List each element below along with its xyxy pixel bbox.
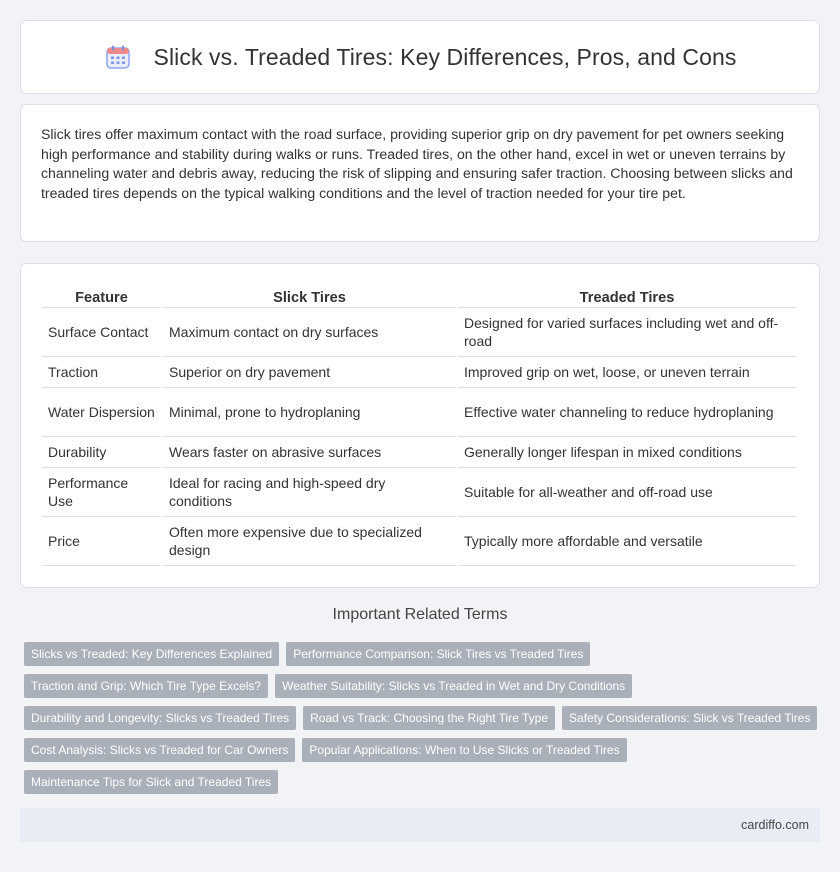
related-tags xyxy=(24,642,824,802)
table-row xyxy=(42,308,796,357)
table-cell-feature: Durability xyxy=(42,437,161,468)
calendar-icon xyxy=(104,43,132,71)
intro-card xyxy=(20,104,820,242)
comparison-table xyxy=(40,284,798,566)
table-cell-treaded: Designed for varied surfaces including wet and off-road xyxy=(458,308,796,357)
tag-row xyxy=(24,642,824,666)
related-terms-title: Important Related Terms xyxy=(332,606,508,623)
table-cell-slick: Superior on dry pavement xyxy=(163,357,456,388)
page-title: Slick vs. Treaded Tires: Key Differences, Pros, and Cons xyxy=(153,43,737,70)
tag-row xyxy=(24,738,824,762)
related-terms-section xyxy=(0,606,840,789)
table-cell-slick: Wears faster on abrasive surfaces xyxy=(163,437,456,468)
table-cell-treaded: Suitable for all-weather and off-road use xyxy=(458,468,796,517)
related-tag-link[interactable]: Maintenance Tips for Slick and Treaded Tires xyxy=(24,770,278,794)
tag-row xyxy=(24,770,824,794)
column-header-slick: Slick Tires xyxy=(163,284,456,308)
related-tag-link[interactable]: Weather Suitability: Slicks vs Treaded in Wet and Dry Conditions xyxy=(275,674,632,698)
table-cell-slick: Ideal for racing and high-speed dry conditions xyxy=(163,468,456,517)
table-row xyxy=(42,357,796,388)
related-tag-link[interactable]: Safety Considerations: Slick vs Treaded Tires xyxy=(562,706,817,730)
table-cell-treaded: Effective water channeling to reduce hydroplaning xyxy=(458,388,796,437)
table-cell-treaded: Improved grip on wet, loose, or uneven terrain xyxy=(458,357,796,388)
related-tag-link[interactable]: Popular Applications: When to Use Slicks or Treaded Tires xyxy=(302,738,626,762)
table-row xyxy=(42,517,796,566)
table-cell-treaded: Generally longer lifespan in mixed conditions xyxy=(458,437,796,468)
tag-row xyxy=(24,674,824,698)
table-header-row xyxy=(42,284,796,308)
table-cell-feature: Water Dispersion xyxy=(42,388,161,437)
related-tag-link[interactable]: Slicks vs Treaded: Key Differences Explained xyxy=(24,642,279,666)
comparison-table-card xyxy=(20,263,820,588)
table-row xyxy=(42,468,796,517)
footer-site-link[interactable]: cardiffo.com xyxy=(741,818,809,832)
related-tag-link[interactable]: Traction and Grip: Which Tire Type Excels? xyxy=(24,674,268,698)
table-cell-treaded: Typically more affordable and versatile xyxy=(458,517,796,566)
related-tag-link[interactable]: Durability and Longevity: Slicks vs Treaded Tires xyxy=(24,706,296,730)
table-cell-feature: Price xyxy=(42,517,161,566)
table-cell-slick: Minimal, prone to hydroplaning xyxy=(163,388,456,437)
table-cell-slick: Often more expensive due to specialized design xyxy=(163,517,456,566)
title-card xyxy=(20,20,820,94)
column-header-treaded: Treaded Tires xyxy=(458,284,796,308)
table-cell-slick: Maximum contact on dry surfaces xyxy=(163,308,456,357)
related-tag-link[interactable]: Performance Comparison: Slick Tires vs Treaded Tires xyxy=(286,642,590,666)
related-tag-link[interactable]: Road vs Track: Choosing the Right Tire Type xyxy=(303,706,555,730)
table-row xyxy=(42,388,796,437)
tag-row xyxy=(24,706,824,730)
intro-paragraph: Slick tires offer maximum contact with the road surface, providing superior grip on dry pavement for pet owners seeking high performance and stability during walks or runs. Treaded tires, on the other hand, excel in wet or uneven terrains by channeling water and debris away, reducing the risk of slipping and ensuring safer traction. Choosing between slicks and treaded tires depends on the typical walking conditions and the level of traction needed for your tire pet. xyxy=(41,126,793,201)
table-cell-feature: Traction xyxy=(42,357,161,388)
footer xyxy=(20,808,820,842)
related-tag-link[interactable]: Cost Analysis: Slicks vs Treaded for Car Owners xyxy=(24,738,295,762)
table-row xyxy=(42,437,796,468)
table-cell-feature: Performance Use xyxy=(42,468,161,517)
table-cell-feature: Surface Contact xyxy=(42,308,161,357)
column-header-feature: Feature xyxy=(42,284,161,308)
